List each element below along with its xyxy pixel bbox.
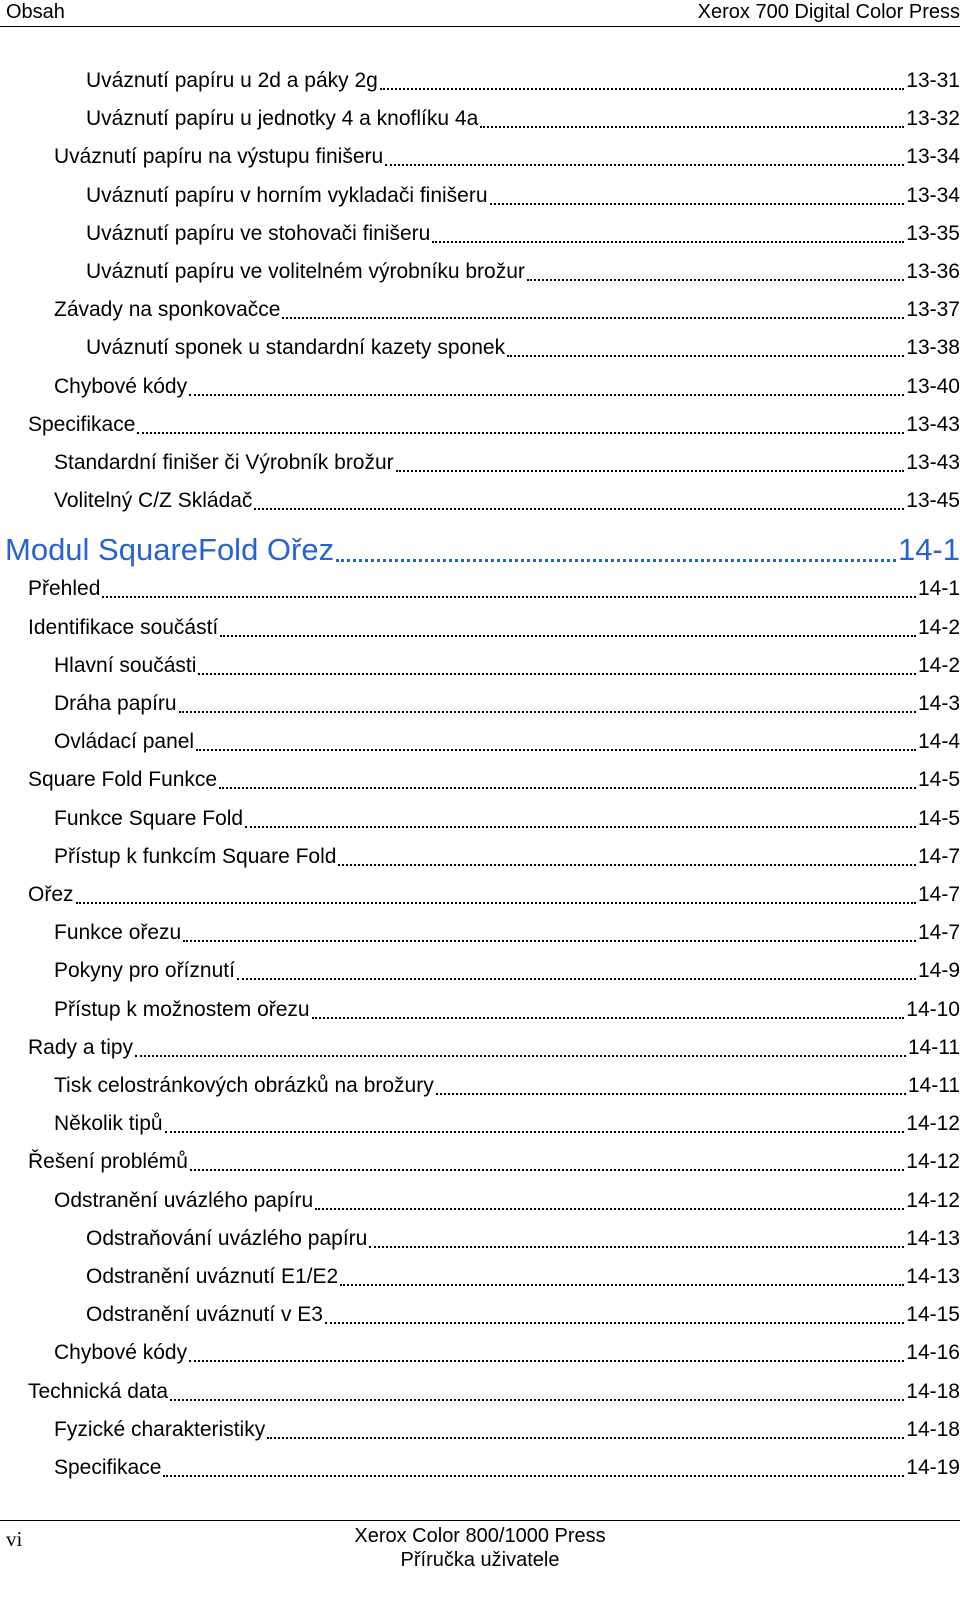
toc-entry-page: 14-11 [907,1074,960,1097]
toc-entry-page: 14-13 [906,1265,960,1288]
toc-entry[interactable] [28,574,960,604]
toc-entry-page: 13-35 [906,221,960,245]
toc-entry[interactable] [28,1147,960,1177]
toc-entry[interactable] [28,613,960,643]
toc-entry[interactable] [54,1071,960,1101]
toc-entry-title: Několik tipů [54,1112,163,1136]
toc-entry-title: Odstraňování uvázlého papíru [86,1226,368,1250]
toc-entry[interactable] [54,1415,960,1445]
toc-entry-title: Specifikace [28,412,136,436]
toc-leader-dots [490,203,905,205]
toc-entry-page: 13-45 [906,489,960,513]
toc-leader-dots [436,1093,906,1095]
header-product-name: Xerox 700 Digital Color Press [697,1,960,23]
toc-entry-page: 14-16 [906,1341,960,1365]
toc-entry[interactable] [86,219,960,249]
toc-entry-title: Tisk celostránkových obrázků na brožury [54,1074,434,1097]
toc-leader-dots [325,1322,904,1324]
toc-entry-page: 13-31 [906,69,960,92]
toc-entry-title: Standardní finišer či Výrobník brožur [54,451,394,474]
toc-leader-dots [340,1284,904,1286]
toc-entry-title: Funkce Square Fold [54,806,244,830]
toc-entry-page: 14-7 [917,921,960,945]
toc-leader-dots [163,1475,904,1477]
toc-leader-dots [183,940,916,942]
toc-entry[interactable] [86,66,960,96]
toc-entry[interactable] [54,651,960,681]
toc-entry-title: Ořez [28,883,74,906]
toc-entry[interactable] [28,410,960,440]
toc-entry-page: 14-9 [917,959,960,983]
toc-entry-title: Řešení problémů [28,1150,188,1174]
toc-entry-page: 14-4 [917,730,960,754]
toc-entry[interactable] [54,956,960,986]
toc-entry[interactable] [54,804,960,834]
toc-entry[interactable] [54,918,960,948]
toc-entry-title: Závady na sponkovačce [54,298,281,322]
toc-entry[interactable] [28,880,960,910]
toc-entry[interactable] [86,333,960,363]
toc-entry-page: 14-2 [917,615,960,639]
toc-leader-dots [102,596,916,598]
toc-entry[interactable] [54,1186,960,1216]
toc-leader-dots [385,164,904,166]
toc-entry-title: Uváznutí papíru na výstupu finišeru [54,145,384,169]
toc-leader-dots [312,1017,905,1019]
toc-entry-title: Specifikace [54,1456,162,1479]
toc-leader-dots [254,508,904,510]
toc-entry-page: 13-43 [906,412,960,436]
toc-entry-page: 14-19 [906,1456,960,1479]
toc-entry-title: Fyzické charakteristiky [54,1417,266,1441]
toc-entry[interactable] [54,1109,960,1139]
toc-entry-page: 14-12 [906,1188,960,1212]
toc-entry[interactable] [86,1262,960,1292]
toc-entry[interactable] [54,995,960,1025]
toc-entry-title: Funkce ořezu [54,921,182,945]
toc-entry-title: Odstranění uváznutí v E3 [86,1303,323,1327]
toc-entry[interactable] [54,372,960,402]
toc-entry-page: 13-40 [906,374,960,398]
toc-leader-dots [220,635,916,637]
toc-entry-title: Přehled [28,577,101,601]
toc-leader-dots [196,749,916,751]
toc-leader-dots [137,432,904,434]
toc-entry-page: 13-32 [906,107,960,131]
toc-entry-page: 13-37 [906,298,960,322]
toc-leader-dots [189,394,904,396]
toc-entry-title: Uváznutí papíru u jednotky 4 a knoflíku 4a [86,107,479,131]
toc-entry[interactable] [86,181,960,211]
toc-leader-dots [396,470,905,472]
toc-leader-dots [480,126,904,128]
toc-entry[interactable] [54,486,960,516]
toc-leader-dots [282,317,904,319]
toc-entry-title: Identifikace součástí [28,615,219,639]
toc-entry-page: 14-15 [906,1303,960,1327]
toc-leader-dots [189,1360,904,1362]
toc-entry[interactable] [54,1338,960,1368]
toc-entry-title: Volitelný C/Z Skládač [54,489,253,513]
footer-product-name: Xerox Color 800/1000 Press [354,1525,606,1547]
toc-leader-dots [507,355,904,357]
toc-entry-page: 14-2 [917,653,960,677]
toc-entry-title: Square Fold Funkce [28,768,218,792]
toc-leader-dots [338,864,916,866]
toc-leader-dots [267,1437,904,1439]
toc-entry-page: 14-5 [917,768,960,792]
toc-leader-dots [190,1169,904,1171]
toc-leader-dots [76,902,916,904]
toc-leader-dots [170,1399,904,1401]
toc-entry[interactable] [54,727,960,757]
toc-entry-title: Uváznutí sponek u standardní kazety sponek [86,336,506,360]
toc-entry-title: Hlavní součásti [54,653,197,677]
toc-leader-dots [219,787,916,789]
toc-entry-title: Rady a tipy [28,1035,134,1059]
toc-leader-dots [380,88,904,90]
toc-entry-title: Odstranění uvázlého papíru [54,1188,314,1212]
toc-entry-page: 13-38 [906,336,960,360]
toc-entry-title: Přístup k funkcím Square Fold [54,844,337,868]
toc-entry[interactable] [86,104,960,134]
toc-leader-dots [165,1131,905,1133]
toc-entry-page: 14-1 [897,532,960,568]
toc-entry-title: Přístup k možnostem ořezu [54,997,310,1021]
toc-entry-page: 14-7 [917,883,960,906]
toc-entry-page: 14-1 [917,577,960,601]
toc-entry-title: Modul SquareFold Ořez [5,532,335,568]
toc-entry-page: 14-12 [906,1150,960,1174]
toc-leader-dots [369,1246,904,1248]
toc-entry-page: 14-18 [906,1417,960,1441]
footer-page-number: vi [6,1527,23,1551]
toc-entry[interactable] [54,448,960,478]
toc-entry-title: Technická data [28,1379,169,1403]
header-section-title: Obsah [6,1,65,23]
toc-entry-page: 14-10 [906,997,960,1021]
toc-leader-dots [237,978,916,980]
toc-leader-dots [135,1055,906,1057]
toc-entry-page: 14-7 [917,844,960,868]
toc-leader-dots [336,559,896,562]
page-footer [0,1520,960,1620]
toc-entry[interactable] [86,257,960,287]
toc-entry-title: Uváznutí papíru u 2d a páky 2g [86,69,378,92]
toc-entry[interactable] [86,1300,960,1330]
toc-entry-page: 14-12 [906,1112,960,1136]
toc-entry-page: 13-43 [906,451,960,474]
toc-entry[interactable] [28,1377,960,1407]
toc-leader-dots [432,241,904,243]
toc-entry-page: 14-5 [917,806,960,830]
toc-entry-title: Chybové kódy [54,1341,188,1365]
toc-entry-title: Uváznutí papíru v horním vykladači finišeru [86,183,488,207]
toc-entry-title: Pokyny pro oříznutí [54,959,235,983]
toc-entry[interactable] [54,689,960,719]
toc-entry[interactable] [54,842,960,872]
toc-entry-title: Ovládací panel [54,730,195,754]
toc-entry[interactable] [54,295,960,325]
toc-entry-page: 14-11 [907,1035,960,1059]
toc-chapter-entry[interactable] [5,530,960,570]
toc-entry[interactable] [28,765,960,795]
toc-entry-title: Odstranění uváznutí E1/E2 [86,1265,339,1288]
toc-entry[interactable] [54,1453,960,1483]
toc-entry-page: 14-3 [917,692,960,715]
toc-leader-dots [245,826,916,828]
toc-entry-page: 13-34 [906,183,960,207]
toc-entry[interactable] [54,142,960,172]
toc-entry-title: Chybové kódy [54,374,188,398]
toc-entry-page: 13-36 [906,260,960,283]
toc-entry-page: 13-34 [906,145,960,169]
toc-entry[interactable] [86,1224,960,1254]
toc-entry-title: Dráha papíru [54,692,177,715]
toc-entry[interactable] [28,1033,960,1063]
footer-guide-title: Příručka uživatele [400,1549,560,1571]
toc-entry-page: 14-18 [906,1379,960,1403]
toc-entry-title: Uváznutí papíru ve stohovači finišeru [86,221,431,245]
toc-entry-page: 14-13 [906,1226,960,1250]
toc-leader-dots [198,673,916,675]
toc-leader-dots [315,1208,904,1210]
toc-entry-title: Uváznutí papíru ve volitelném výrobníku brožur [86,260,525,283]
toc-leader-dots [527,279,904,281]
toc-leader-dots [179,711,916,713]
page-header [0,0,960,27]
